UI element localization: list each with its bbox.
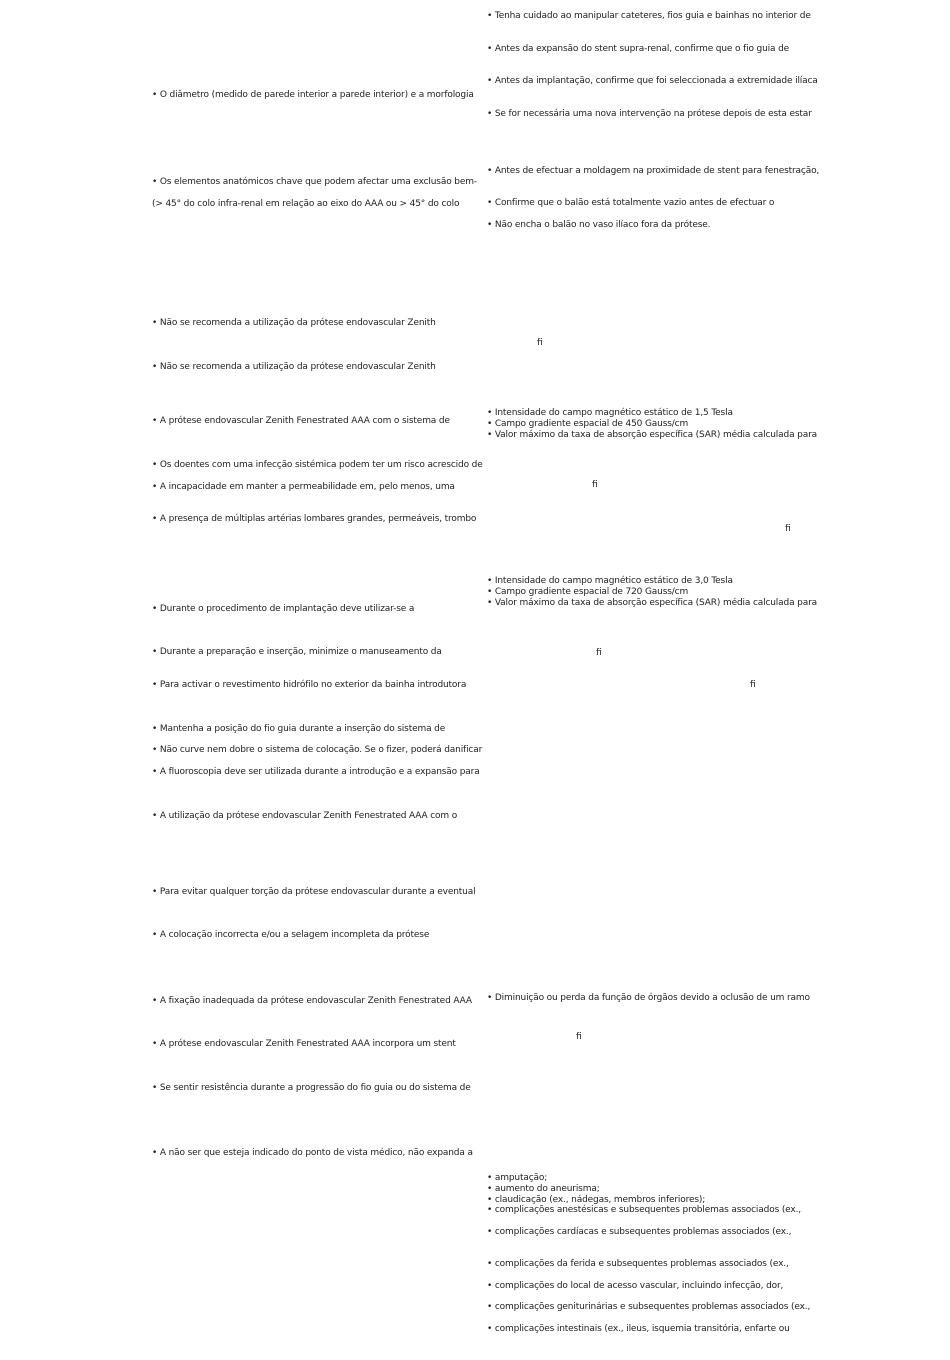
text-line: • O diâmetro (medido de parede interior a parede interior) e a morfologia (152, 90, 474, 100)
text-line: • complicações intestinais (ex., ileus, isquemia transitória, enfarte ou (487, 1324, 790, 1334)
text-line: • claudicação (ex., nádegas, membros inferiores); (487, 1195, 706, 1205)
text-line: • complicações geniturinárias e subsequentes problemas associados (ex., (487, 1302, 811, 1312)
text-line: • Antes de efectuar a moldagem na proximidade de stent para fenestração, (487, 166, 820, 176)
text-line: • Se sentir resistência durante a progressão do fio guia ou do sistema de (152, 1083, 471, 1093)
text-line: • A presença de múltiplas artérias lombares grandes, permeáveis, trombo (152, 514, 477, 524)
text-line: • Durante a preparação e inserção, minimize o manuseamento da (152, 647, 442, 657)
text-line: • Intensidade do campo magnético estático de 3,0 Tesla (487, 576, 733, 586)
text-line: • complicações da ferida e subsequentes problemas associados (ex., (487, 1259, 789, 1269)
text-line: (> 45° do colo infra-renal em relação ao eixo do AAA ou > 45° do colo (152, 199, 460, 209)
text-line: • Os elementos anatómicos chave que podem afectar uma exclusão bem- (152, 177, 477, 187)
text-line: • complicações do local de acesso vascular, incluindo infecção, dor, (487, 1281, 784, 1291)
text-line: • Confirme que o balão está totalmente vazio antes de efectuar o (487, 198, 775, 208)
ligature-glyph: ﬁ (537, 338, 543, 348)
text-line: • A fixação inadequada da prótese endovascular Zenith Fenestrated AAA (152, 996, 472, 1006)
text-line: • complicações anestésicas e subsequentes problemas associados (ex., (487, 1205, 802, 1215)
text-line: • A fluoroscopia deve ser utilizada durante a introdução e a expansão para (152, 767, 480, 777)
text-line: • complicações cardíacas e subsequentes problemas associados (ex., (487, 1227, 792, 1237)
text-line: • Não curve nem dobre o sistema de colocação. Se o fizer, poderá danificar (152, 745, 483, 755)
text-line: • Não se recomenda a utilização da prótese endovascular Zenith (152, 362, 436, 372)
text-line: • Campo gradiente espacial de 720 Gauss/cm (487, 587, 689, 597)
text-line: • Não encha o balão no vaso ilíaco fora da prótese. (487, 220, 711, 230)
text-line: • Mantenha a posição do fio guia durante a inserção do sistema de (152, 724, 446, 734)
text-line: • Para activar o revestimento hidrófilo no exterior da bainha introdutora (152, 680, 467, 690)
ligature-glyph: ﬁ (596, 648, 602, 658)
text-line: • Diminuição ou perda da função de órgãos devido a oclusão de um ramo (487, 993, 810, 1003)
ligature-glyph: ﬁ (592, 480, 598, 490)
text-line: • Para evitar qualquer torção da prótese endovascular durante a eventual (152, 887, 476, 897)
ligature-glyph: ﬁ (750, 680, 756, 690)
text-line: • Antes da implantação, confirme que foi seleccionada a extremidade ilíaca (487, 76, 818, 86)
text-line: • Valor máximo da taxa de absorção específica (SAR) média calculada para (487, 430, 818, 440)
text-line: • Antes da expansão do stent supra-renal, confirme que o fio guia de (487, 44, 790, 54)
text-line: • A colocação incorrecta e/ou a selagem incompleta da prótese (152, 930, 430, 940)
ligature-glyph: ﬁ (785, 524, 791, 534)
ligature-glyph: ﬁ (576, 1032, 582, 1042)
text-line: • Campo gradiente espacial de 450 Gauss/cm (487, 419, 689, 429)
text-line: • aumento do aneurisma; (487, 1184, 600, 1194)
text-line: • Valor máximo da taxa de absorção específica (SAR) média calculada para (487, 598, 818, 608)
text-line: • A utilização da prótese endovascular Zenith Fenestrated AAA com o (152, 811, 458, 821)
text-line: • A não ser que esteja indicado do ponto de vista médico, não expanda a (152, 1148, 473, 1158)
text-line: • A prótese endovascular Zenith Fenestrated AAA incorpora um stent (152, 1039, 456, 1049)
text-line: • Não se recomenda a utilização da prótese endovascular Zenith (152, 318, 436, 328)
text-line: • Os doentes com uma infecção sistémica podem ter um risco acrescido de (152, 460, 483, 470)
text-line: • A incapacidade em manter a permeabilidade em, pelo menos, uma (152, 482, 455, 492)
text-line: • Durante o procedimento de implantação deve utilizar-se a (152, 604, 415, 614)
text-line: • amputação; (487, 1173, 548, 1183)
text-line: • Se for necessária uma nova intervenção na prótese depois de esta estar (487, 109, 812, 119)
text-line: • Tenha cuidado ao manipular cateteres, fios guia e bainhas no interior de (487, 11, 811, 21)
text-line: • Intensidade do campo magnético estático de 1,5 Tesla (487, 408, 733, 418)
text-line: • A prótese endovascular Zenith Fenestrated AAA com o sistema de (152, 416, 450, 426)
